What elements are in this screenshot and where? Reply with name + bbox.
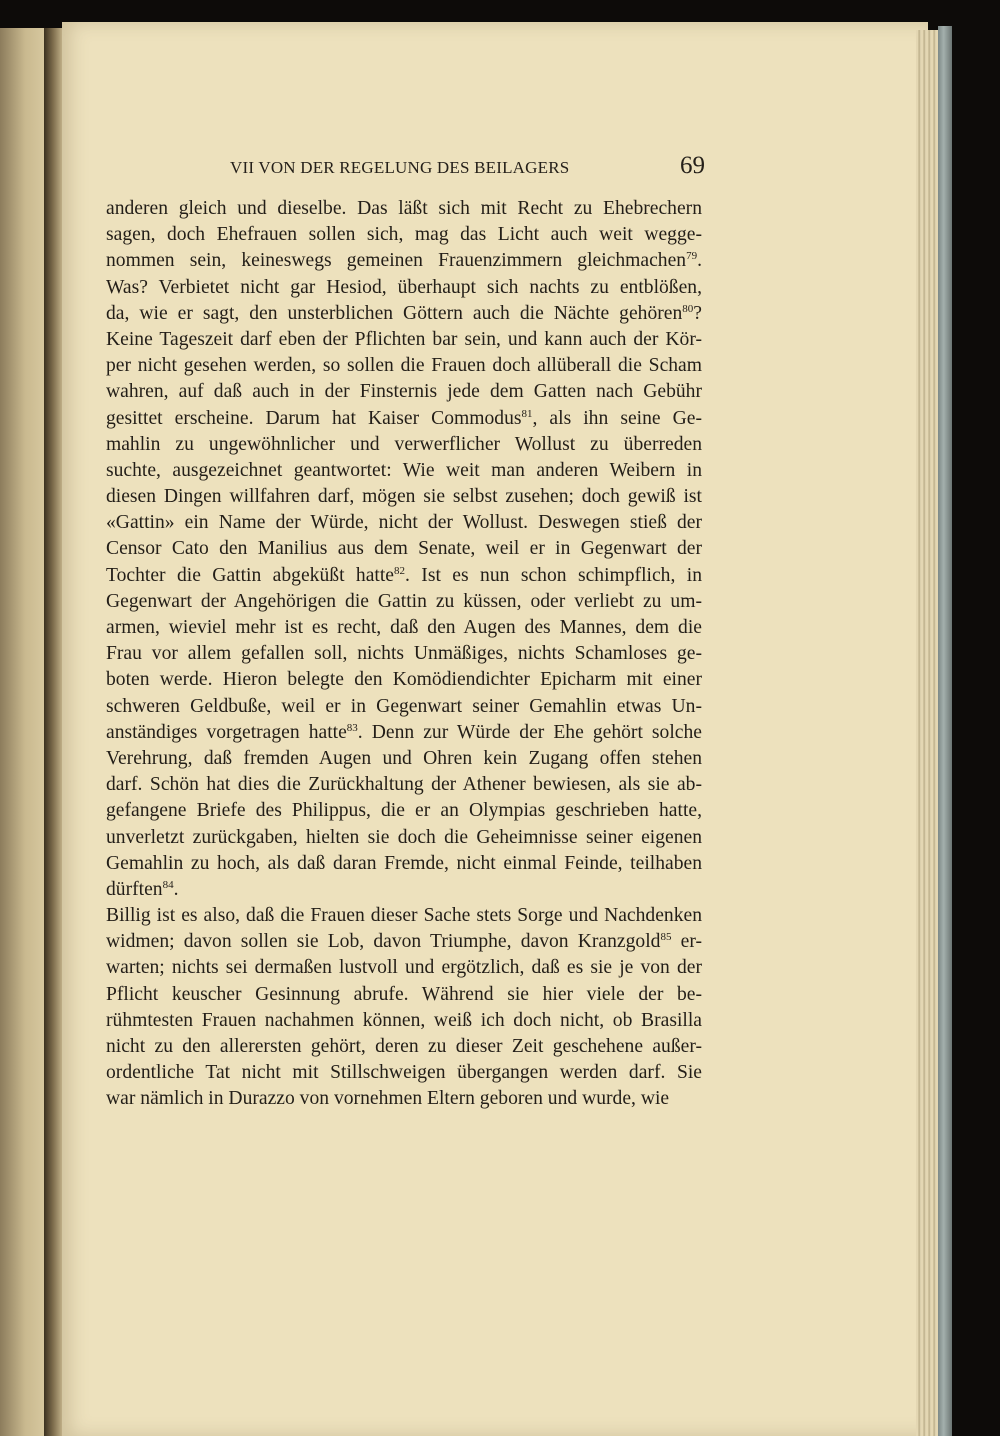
text-line-main: Keine Tageszeit darf eben der Pflichten bar sein, und kann auch der Kör-	[106, 328, 702, 350]
text-line-main: war nämlich in Durazzo von vornehmen Eltern geboren und wurde, wie	[106, 1088, 670, 1110]
text-line-main: Pflicht keuscher Gesinnung abrufe. Während sie hier viele der be-	[106, 983, 702, 1005]
text-line-main: Censor Cato den Manilius aus dem Senate, weil er in Gegenwart der	[106, 538, 702, 560]
text-line-main: unverletzt zurückgaben, hielten sie doch die Geheimnisse seiner eigenen	[106, 826, 702, 848]
text-line-main: da, wie er sagt, den unsterblichen Göttern auch die Nächte gehören	[106, 302, 683, 324]
text-line	[106, 1008, 702, 1034]
text-line-tail: er-	[671, 931, 702, 953]
text-line-tail: . Ist es nun schon schimpflich, in	[405, 564, 702, 586]
text-line	[106, 536, 702, 562]
text-line-main: mahlin zu ungewöhnlicher und verwerflicher Wollust zu überreden	[106, 433, 702, 455]
footnote-ref: 79	[686, 250, 698, 263]
footnote-ref: 82	[394, 564, 405, 577]
text-line-main: warten; nichts sei dermaßen lustvoll und ergötzlich, daß es sie je von der	[106, 957, 702, 979]
text-line	[106, 694, 702, 720]
page-number: 69	[680, 152, 705, 179]
footnote-ref: 81	[521, 407, 533, 420]
text-line-main: Verehrung, daß fremden Augen und Ohren kein Zugang offen stehen	[106, 747, 702, 769]
text-line	[106, 196, 702, 222]
text-line	[106, 1060, 702, 1086]
text-line	[106, 615, 702, 641]
text-line-main: Was? Verbietet nicht gar Hesiod, überhaupt sich nachts zu entblößen,	[106, 276, 702, 298]
text-line-main: anständiges vorgetragen hatte	[106, 721, 347, 743]
text-line-main: per nicht gesehen werden, so sollen die Frauen doch allüberall die Scham	[106, 355, 702, 377]
text-line	[106, 641, 702, 667]
text-line-main: Gegenwart der Angehörigen die Gattin zu küssen, oder verliebt zu um-	[106, 590, 702, 612]
text-line	[106, 379, 702, 405]
running-head: VII VON DER REGELUNG DES BEILAGERS	[230, 158, 570, 177]
text-line-main: Gemahlin zu hoch, als daß daran Fremde, nicht einmal Feinde, teilhaben	[106, 852, 702, 874]
text-line-main: nommen sein, keineswegs gemeinen Frauenzimmern gleichmachen	[106, 250, 687, 272]
text-line-main: armen, wieviel mehr ist es recht, daß den Augen des Mannes, dem die	[106, 617, 702, 638]
text-line-tail: .	[697, 250, 702, 272]
text-line-main: boten werde. Hieron belegte den Komödiendichter Epicharm mit einer	[106, 669, 702, 691]
text-line-main: wahren, auf daß auch in der Finsternis jede dem Gatten nach Gebühr	[106, 381, 702, 403]
text-line-main: schweren Geldbuße, weil er in Gegenwart seiner Gemahlin etwas Un-	[106, 695, 702, 717]
footnote-ref: 83	[346, 721, 358, 734]
text-line-main: Frau vor allem gefallen soll, nichts Unmäßiges, nichts Schamloses ge-	[106, 643, 702, 665]
text-line-tail: , als ihn seine Ge-	[532, 407, 702, 429]
footnote-ref: 80	[682, 302, 694, 315]
text-line	[106, 458, 702, 484]
text-line	[106, 720, 702, 746]
text-line-main: rühmtesten Frauen nachahmen können, weiß ich doch nicht, ob Brasilla	[106, 1009, 702, 1031]
book-cover-edge	[938, 26, 952, 1436]
text-line-main: anderen gleich und dieselbe. Das läßt sich mit Recht zu Ehebrechern	[106, 198, 702, 219]
text-line	[106, 1034, 702, 1060]
text-line-tail: .	[173, 878, 179, 900]
text-line	[106, 563, 702, 589]
text-line	[106, 327, 702, 353]
text-line	[106, 982, 702, 1008]
text-line	[106, 275, 702, 301]
facing-page-edge	[0, 28, 46, 1436]
text-line-main: dürften	[106, 878, 163, 900]
text-line	[106, 825, 702, 851]
text-line	[106, 353, 702, 379]
text-line	[106, 955, 702, 981]
text-line-main: «Gattin» ein Name der Würde, nicht der Wollust. Deswegen stieß der	[106, 512, 702, 534]
text-line	[106, 406, 702, 432]
text-line	[106, 432, 702, 458]
text-line-main: suchte, ausgezeichnet geantwortet: Wie weit man anderen Weibern in	[106, 459, 702, 481]
text-line-main: darf. Schön hat dies die Zurückhaltung der Athener bewiesen, als sie ab-	[106, 774, 702, 796]
text-line-tail: . Denn zur Würde der Ehe gehört solche	[357, 721, 702, 743]
text-line	[106, 929, 702, 955]
text-line	[106, 589, 702, 615]
text-line-main: sagen, doch Ehefrauen sollen sich, mag das Licht auch weit wegge-	[106, 224, 702, 246]
text-line-main: widmen; davon sollen sie Lob, davon Triumphe, davon Kranzgold	[106, 931, 661, 953]
text-line-main: ordentliche Tat nicht mit Stillschweigen übergangen werden darf. Sie	[106, 1062, 702, 1084]
text-line	[106, 851, 702, 877]
text-line	[106, 1086, 702, 1112]
text-line-main: diesen Dingen willfahren darf, mögen sie selbst zusehen; doch gewiß ist	[106, 486, 702, 508]
text-line-main: gesittet erscheine. Darum hat Kaiser Commodus	[106, 407, 522, 429]
book-gutter	[44, 28, 64, 1436]
text-line-main: Billig ist es also, daß die Frauen dieser Sache stets Sorge und Nachdenken	[106, 905, 702, 927]
text-line	[106, 484, 702, 510]
text-line	[106, 248, 702, 274]
text-line	[106, 877, 702, 903]
text-line-tail: ?	[693, 302, 702, 324]
footnote-ref: 84	[162, 878, 174, 891]
text-line	[106, 510, 702, 536]
text-line-main: Tochter die Gattin abgeküßt hatte	[106, 564, 394, 586]
text-line	[106, 667, 702, 693]
text-line	[106, 746, 702, 772]
body-text	[106, 196, 702, 1113]
text-line	[106, 772, 702, 798]
footnote-ref: 85	[660, 931, 672, 944]
text-line	[106, 301, 702, 327]
text-line	[106, 222, 702, 248]
text-line-main: gefangene Briefe des Philippus, die er an Olympias geschrieben hatte,	[106, 800, 702, 822]
text-line-main: nicht zu den allerersten gehört, deren zu dieser Zeit geschehene außer-	[106, 1036, 702, 1057]
text-line	[106, 903, 702, 929]
text-line	[106, 798, 702, 824]
